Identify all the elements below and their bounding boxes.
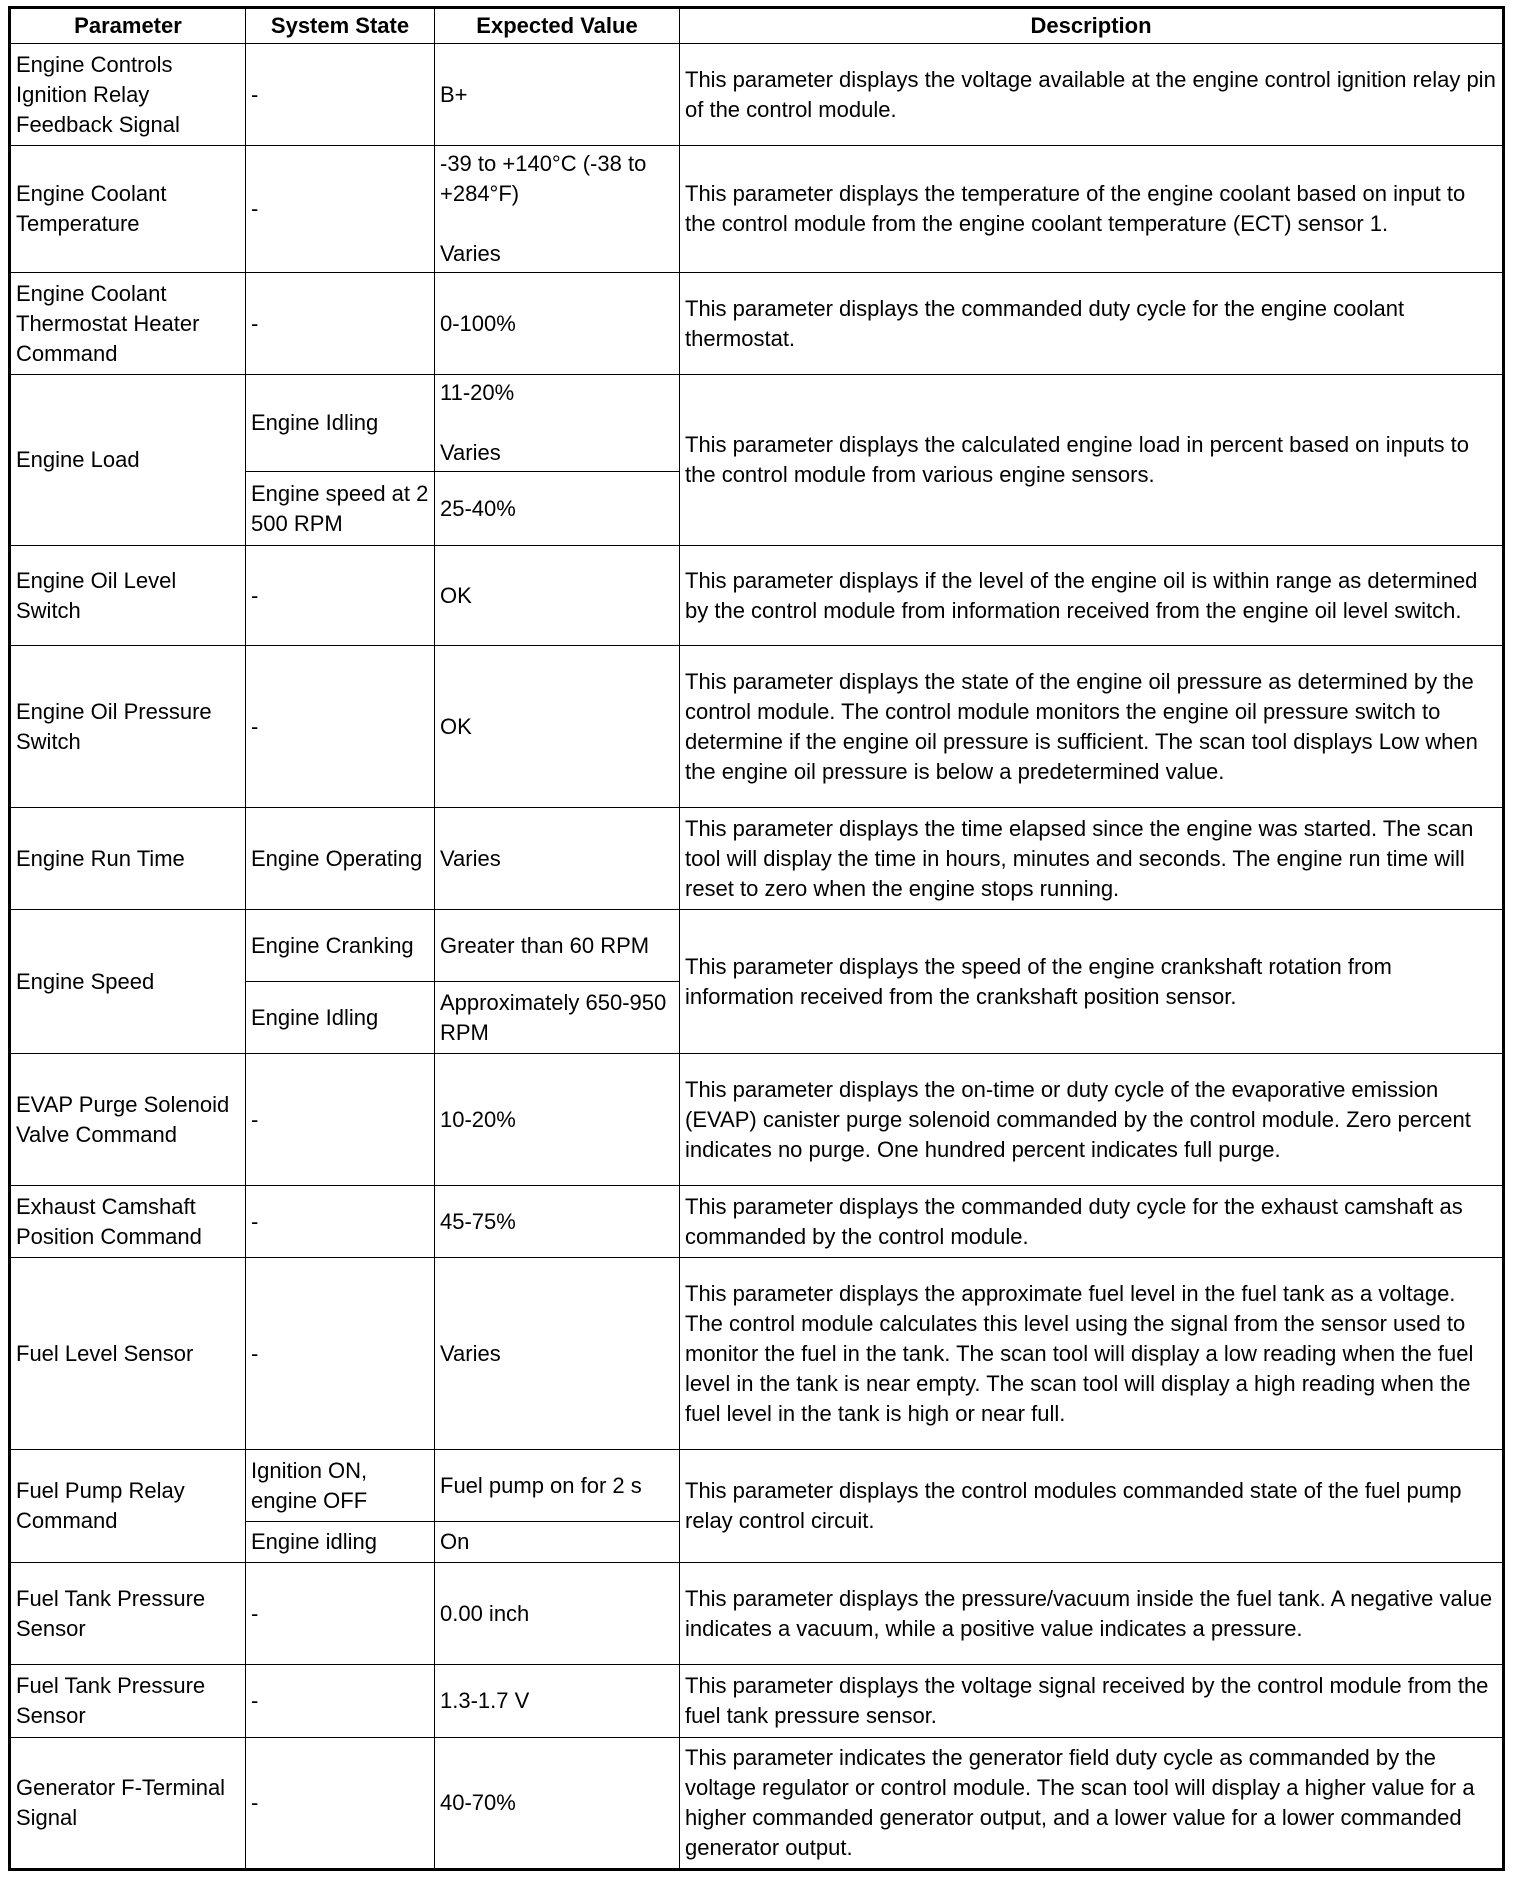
expected-value-cell: Varies — [435, 1258, 680, 1450]
parameter-cell: Fuel Tank Pressure Sensor — [10, 1665, 246, 1738]
system-state-cell: - — [246, 1665, 435, 1738]
system-state-cell: - — [246, 546, 435, 646]
system-state-cell: - — [246, 1258, 435, 1450]
header-row — [10, 8, 1504, 44]
table-row — [10, 910, 1504, 982]
expected-value-cell: 0.00 inch — [435, 1563, 680, 1665]
description-cell: This parameter displays the time elapsed since the engine was started. The scan tool will display the time in hours, minutes and seconds. The engine run time will reset to zero when the engine stops running. — [680, 808, 1504, 910]
expected-value-cell: Varies — [435, 808, 680, 910]
description-cell: This parameter displays the approximate fuel level in the fuel tank as a voltage. The control module calculates this level using the signal from the sensor used to monitor the fuel in the tank. The scan tool will display a low reading when the fuel level in the tank is near empty. The scan tool will display a high reading when the fuel level in the tank is high or near full. — [680, 1258, 1504, 1450]
system-state-cell: - — [246, 1054, 435, 1186]
parameter-cell: EVAP Purge Solenoid Valve Command — [10, 1054, 246, 1186]
system-state-cell: - — [246, 44, 435, 146]
table-row — [10, 146, 1504, 273]
description-cell: This parameter displays the voltage signal received by the control module from the fuel tank pressure sensor. — [680, 1665, 1504, 1738]
system-state-cell: - — [246, 146, 435, 273]
table-row — [10, 44, 1504, 146]
expected-value-cell: 11-20% Varies — [435, 375, 680, 472]
header-description: Description — [680, 8, 1504, 44]
expected-value-cell: 25-40% — [435, 472, 680, 546]
description-cell: This parameter indicates the generator field duty cycle as commanded by the voltage regulator or control module. The scan tool will display a higher value for a higher commanded generator output, and a lower value for a lower commanded generator output. — [680, 1738, 1504, 1870]
description-cell: This parameter displays the commanded duty cycle for the exhaust camshaft as commanded by the control module. — [680, 1186, 1504, 1258]
parameter-cell: Engine Coolant Thermostat Heater Command — [10, 273, 246, 375]
expected-value-cell: 1.3-1.7 V — [435, 1665, 680, 1738]
description-cell: This parameter displays the pressure/vacuum inside the fuel tank. A negative value indicates a vacuum, while a positive value indicates a pressure. — [680, 1563, 1504, 1665]
system-state-cell: Ignition ON, engine OFF — [246, 1450, 435, 1522]
description-cell: This parameter displays the state of the engine oil pressure as determined by the control module. The control module monitors the engine oil pressure switch to determine if the engine oil pressure is sufficient. The scan tool displays Low when the engine oil pressure is below a predetermined value. — [680, 646, 1504, 808]
table-row — [10, 646, 1504, 808]
description-cell: This parameter displays if the level of the engine oil is within range as determined by the control module from information received from the engine oil level switch. — [680, 546, 1504, 646]
system-state-cell: Engine idling — [246, 1522, 435, 1563]
system-state-cell: - — [246, 1186, 435, 1258]
description-cell: This parameter displays the speed of the engine crankshaft rotation from information received from the crankshaft position sensor. — [680, 910, 1504, 1054]
system-state-cell: Engine Operating — [246, 808, 435, 910]
parameter-cell: Engine Speed — [10, 910, 246, 1054]
description-cell: This parameter displays the voltage available at the engine control ignition relay pin of the control module. — [680, 44, 1504, 146]
expected-value-cell: OK — [435, 646, 680, 808]
table-row — [10, 375, 1504, 472]
expected-value-cell: B+ — [435, 44, 680, 146]
parameter-cell: Engine Coolant Temperature — [10, 146, 246, 273]
header-system-state: System State — [246, 8, 435, 44]
description-cell: This parameter displays the control modules commanded state of the fuel pump relay control circuit. — [680, 1450, 1504, 1563]
description-cell: This parameter displays the temperature of the engine coolant based on input to the control module from the engine coolant temperature (ECT) sensor 1. — [680, 146, 1504, 273]
parameter-cell: Engine Load — [10, 375, 246, 546]
description-cell: This parameter displays the on-time or duty cycle of the evaporative emission (EVAP) canister purge solenoid commanded by the control module. Zero percent indicates no purge. One hundred percent indicates full purge. — [680, 1054, 1504, 1186]
parameter-cell: Fuel Pump Relay Command — [10, 1450, 246, 1563]
system-state-cell: Engine Cranking — [246, 910, 435, 982]
table-row — [10, 1563, 1504, 1665]
table-row — [10, 1186, 1504, 1258]
parameter-cell: Generator F-Terminal Signal — [10, 1738, 246, 1870]
description-cell: This parameter displays the calculated engine load in percent based on inputs to the control module from various engine sensors. — [680, 375, 1504, 546]
expected-value-cell: 40-70% — [435, 1738, 680, 1870]
expected-value-cell: 45-75% — [435, 1186, 680, 1258]
expected-value-cell: OK — [435, 546, 680, 646]
expected-value-cell: -39 to +140°C (-38 to +284°F) Varies — [435, 146, 680, 273]
expected-value-cell: Fuel pump on for 2 s — [435, 1450, 680, 1522]
expected-value-cell: 10-20% — [435, 1054, 680, 1186]
table-row — [10, 273, 1504, 375]
header-expected-value: Expected Value — [435, 8, 680, 44]
expected-value-cell: Greater than 60 RPM — [435, 910, 680, 982]
parameter-cell: Engine Oil Pressure Switch — [10, 646, 246, 808]
system-state-cell: - — [246, 273, 435, 375]
parameter-cell: Exhaust Camshaft Position Command — [10, 1186, 246, 1258]
expected-value-cell: Approximately 650-950 RPM — [435, 982, 680, 1054]
parameter-cell: Fuel Tank Pressure Sensor — [10, 1563, 246, 1665]
header-parameter: Parameter — [10, 8, 246, 44]
table-row — [10, 1054, 1504, 1186]
table-row — [10, 1258, 1504, 1450]
table-row — [10, 1738, 1504, 1870]
expected-value-cell: 0-100% — [435, 273, 680, 375]
table-row — [10, 1665, 1504, 1738]
parameter-cell: Engine Run Time — [10, 808, 246, 910]
table-row — [10, 808, 1504, 910]
parameter-table — [8, 6, 1505, 1871]
table-row — [10, 1450, 1504, 1522]
system-state-cell: - — [246, 646, 435, 808]
system-state-cell: - — [246, 1738, 435, 1870]
expected-value-cell: On — [435, 1522, 680, 1563]
system-state-cell: Engine Idling — [246, 375, 435, 472]
parameter-cell: Engine Controls Ignition Relay Feedback Signal — [10, 44, 246, 146]
parameter-cell: Fuel Level Sensor — [10, 1258, 246, 1450]
description-cell: This parameter displays the commanded duty cycle for the engine coolant thermostat. — [680, 273, 1504, 375]
system-state-cell: Engine speed at 2 500 RPM — [246, 472, 435, 546]
system-state-cell: - — [246, 1563, 435, 1665]
parameter-cell: Engine Oil Level Switch — [10, 546, 246, 646]
table-body — [10, 44, 1504, 1870]
system-state-cell: Engine Idling — [246, 982, 435, 1054]
table-row — [10, 546, 1504, 646]
